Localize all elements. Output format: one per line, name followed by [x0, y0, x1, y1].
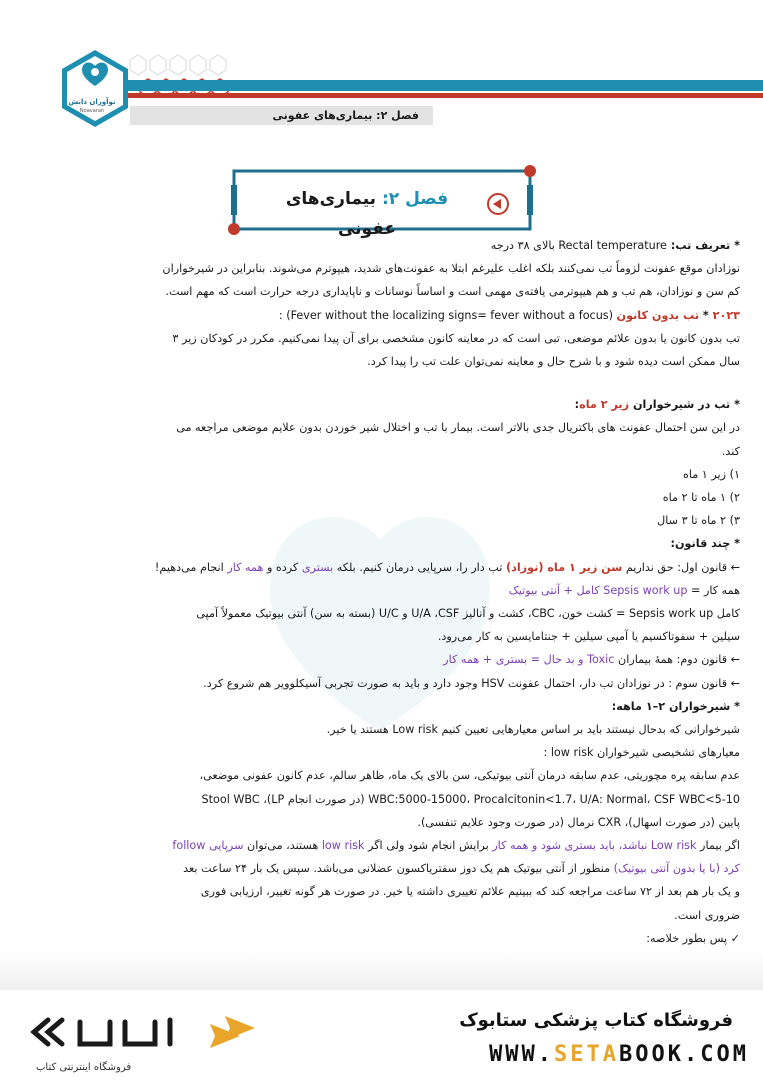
paragraph-line: WBC:5000-15000، Procalcitonin<1.7، U/A: Normal، CSF WBC<5-10 (در صورت انجام LP)، Stool WBC — [201, 792, 740, 806]
text-segment: Sepsis work up کامل + آنتی بیوتیک — [508, 583, 688, 597]
paragraph-line: سال ممکن است دیده شود و با شرح حال و معاینه نمی‌توان علت تب را پیدا کرد. — [367, 355, 740, 369]
paragraph-line: و یک بار هم بعد از ۷۲ ساعت مراجعه کند که ببینیم علائم تغییری داشته یا خیر. در صورت هر گونه تغییر، ارزیابی فوری — [200, 885, 740, 899]
text-segment: تب بدون کانون — [616, 308, 700, 322]
text-segment: برایش انجام شود ولی اگر — [364, 839, 493, 853]
infants-1-2m-heading: * شیرخواران ۲–۱ ماهه: — [611, 699, 740, 713]
text-segment: کرد (با یا بدون آنتی بیوتیک) — [613, 862, 740, 876]
text-segment: * — [699, 308, 713, 322]
paragraph-line: در این سن احتمال عفونت های باکتریال جدی بالاتر است. بیمار با تب و اختلال شیر خوردن بدون علایم موضعی مراجعه می — [176, 421, 740, 435]
summary-check-item: ✓ پس بطور خلاصه: — [646, 931, 740, 945]
rule-one — [22, 556, 740, 579]
infants-under-2m-heading — [22, 393, 740, 416]
rules-heading: * چند قانون: — [670, 537, 740, 551]
text-segment: سن زیر ۱ ماه (نوزاد) — [505, 560, 623, 574]
url-segment: WWW. — [489, 1042, 555, 1067]
text-segment: منظور از آنتی بیوتیک هم یک دوز سفتریاکسون عضلانی می‌باشد. سپس یک بار ۲۴ ساعت بعد — [183, 862, 614, 876]
list-item: ۳) ۲ ماه تا ۳ سال — [657, 514, 740, 528]
text-segment: همه کار — [227, 560, 264, 574]
paragraph-line: پایین (در صورت اسهال)، CXR نرمال (در صورت وجود علایم تنفسی). — [417, 815, 740, 829]
text-segment: اگر بیمار — [696, 839, 740, 853]
text-segment: همه کار = — [687, 583, 740, 597]
chapter-label: فصل ۲: بیماری‌های عفونی — [130, 106, 433, 125]
text-segment: Rectal temperature بالای ۳۸ درجه — [490, 239, 667, 252]
paragraph-line: کم سن و نوزادان، هم تب و هم هیپوترمی یافته‌ی مهمی است و اساساً نوسانات و ناپایداری درجه حرارت است که مهم است. — [165, 285, 740, 299]
paragraph-line: کامل Sepsis work up = کشت خون، CBC، کشت و آنالیز U/A ،CSF و U/C (بسته به سن) آنتی بیوتیک معمولاً آمپی — [196, 607, 740, 621]
paragraph-line: عدم سابقه پره مچوریتی، عدم سابقه درمان آنتی بیوتیکی، سن بالای یک ماه، ظاهر سالم، عدم کانون عفونی موضعی، — [199, 769, 740, 783]
url-segment: BOOK.COM — [619, 1042, 749, 1067]
paragraph-line — [22, 857, 740, 880]
paragraph-line — [22, 579, 740, 602]
setabook-logo — [30, 1010, 270, 1060]
year-badge: ۲۰۲۳ — [712, 308, 740, 322]
text-segment: ← قانون اول: حق نداریم — [622, 560, 740, 574]
text-segment: ← قانون دوم: همهٔ بیماران — [614, 653, 740, 667]
page-header — [0, 0, 763, 135]
logo-sub: Noavaran — [79, 108, 105, 114]
text-segment: Toxic و بد حال = بستری + همه کار — [443, 653, 615, 667]
text-segment: * تعریف تب: — [666, 239, 740, 252]
play-back-icon — [487, 193, 509, 215]
text-segment: تب دار را، سرپایی درمان کنیم. بلکه — [333, 560, 506, 574]
store-url-link[interactable] — [489, 1042, 749, 1067]
paragraph-line: نوزادان موقع عفونت لزوماً تب نمی‌کنند بلکه اغلب علیرغم ابتلا به عفونت‌های شدید، هیپوترم می‌شوند. بنابراین در شیرخواران — [162, 262, 740, 276]
definition-fever — [22, 234, 740, 257]
text-segment: زیر ۲ ماه — [579, 398, 630, 412]
paragraph-line: کند. — [721, 444, 740, 458]
title-prefix: فصل ۲: — [381, 189, 449, 209]
main-content — [22, 234, 740, 950]
footer-fade — [0, 950, 763, 990]
paragraph-line: شیرخوارانی که بدحال نیستند باید بر اساس معیارهایی تعیین کنیم Low risk هستند یا خیر. — [326, 723, 740, 737]
chevron-logo-icon — [210, 1016, 255, 1048]
title-rest: بیماری‌های عفونی — [285, 189, 397, 239]
paragraph-line — [22, 834, 740, 857]
store-name: فروشگاه کتاب پزشکی ستابوک — [459, 1010, 733, 1031]
text-segment: بستری — [301, 560, 334, 574]
text-segment: کرده و — [263, 560, 302, 574]
rule-two — [22, 648, 740, 671]
paragraph-line: معیارهای تشخیصی شیرخواران low risk : — [543, 746, 740, 760]
list-item: ۱) زیر ۱ ماه — [682, 467, 740, 481]
logo-name: نوآوران دانش — [68, 98, 116, 106]
url-segment: SETA — [554, 1042, 620, 1067]
text-segment: : — [574, 398, 580, 412]
text-segment: * تب در شیرخواران — [629, 398, 740, 412]
text-segment: Low risk نباشد، باید بستری شود و همه کار — [492, 839, 697, 853]
paragraph-line: تب بدون کانون یا بدون علائم موضعی، تبی است که در معاینه کانون مشخصی برای آن پیدا نمی‌کنیم. مکرر در کودکان زیر ۳ — [172, 331, 740, 345]
text-segment: انجام می‌دهیم! — [154, 560, 228, 574]
text-segment: هستند، می‌توان — [243, 839, 322, 853]
rule-three: ← قانون سوم : در نوزادان تب دار، احتمال عفونت HSV وجود دارد و باید به صورت تجربی آسیکلوویر هم شروع کرد. — [203, 676, 740, 690]
text-segment: low risk — [321, 839, 365, 853]
paragraph-line: سیلین + سفوتاکسیم یا آمپی سیلین + جنتامایسین به کار می‌رود. — [437, 630, 740, 644]
text-segment: سرپایی follow — [172, 839, 244, 853]
text-segment: (Fever without the localizing signs= fever without a focus) : — [278, 308, 617, 322]
logo-caption: فروشگاه اینترنتی کتاب — [36, 1062, 132, 1073]
list-item: ۲) ۱ ماه تا ۲ ماه — [662, 491, 740, 505]
paragraph-line: ضروری است. — [674, 908, 740, 922]
fever-without-focus-heading — [22, 304, 740, 327]
